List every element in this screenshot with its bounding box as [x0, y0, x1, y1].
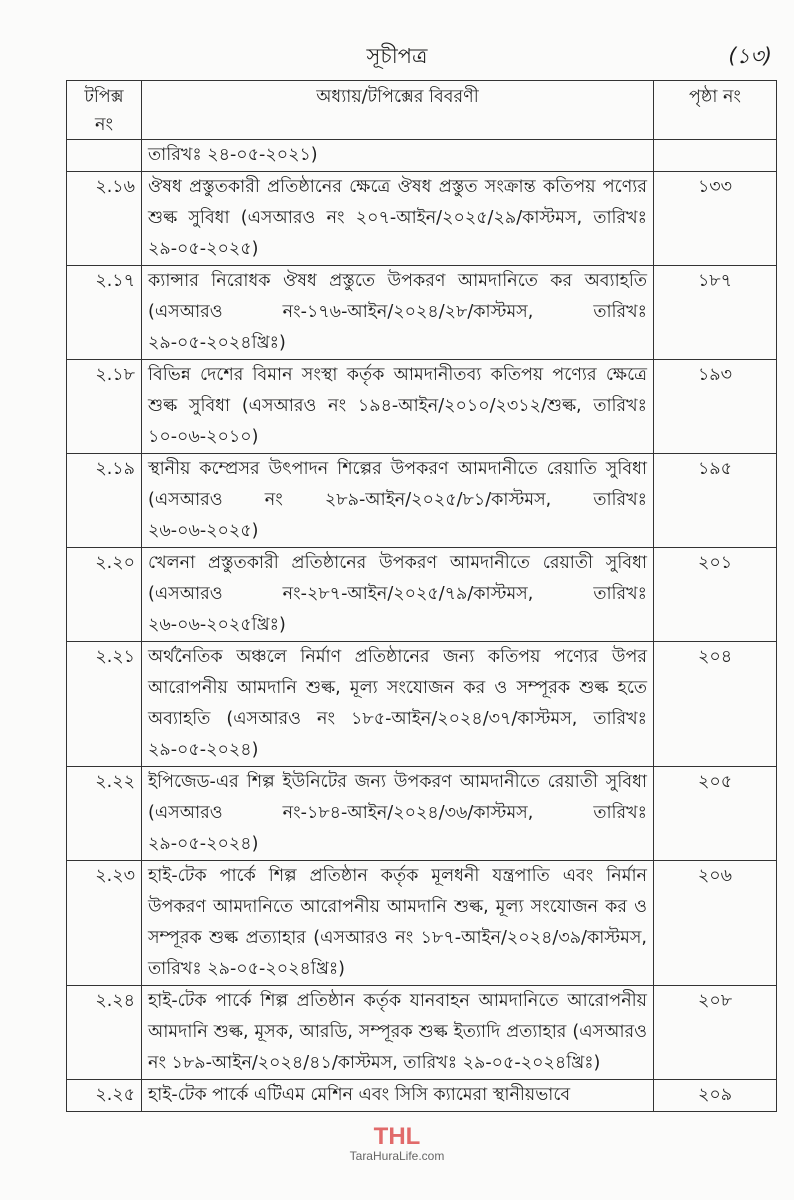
table-row	[67, 642, 777, 767]
topic-description: হাই-টেক পার্কে শিল্প প্রতিষ্ঠান কর্তৃক যানবাহন আমদানিতে আরোপনীয় আমদানি শুল্ক, মূসক, আরডি, সম্পূরক শুল্ক ইত্যাদি প্রত্যাহার (এসআরও নং ১৮৯-আইন/২০২৪/৪১/কাস্টমস, তারিখঃ ২৯-০৫-২০২৪খ্রিঃ)	[142, 986, 654, 1080]
topic-description: হাই-টেক পার্কে শিল্প প্রতিষ্ঠান কর্তৃক মূলধনী যন্ত্রপাতি এবং নির্মান উপকরণ আমদানিতে আরোপনীয় আমদানি শুল্ক, মূল্য সংযোজন কর ও সম্পূরক শুল্ক প্রত্যাহার (এসআরও নং ১৮৭-আইন/২০২৪/৩৯/কাস্টমস, তারিখঃ ২৯-০৫-২০২৪খ্রিঃ)	[142, 861, 654, 986]
table-row	[67, 360, 777, 454]
page-header	[0, 0, 794, 80]
topic-number: ২.২৩	[67, 861, 142, 986]
page-number-cell: ২০১	[654, 548, 777, 642]
topic-description: খেলনা প্রস্তুতকারী প্রতিষ্ঠানের উপকরণ আমদানীতে রেয়াতী সুবিধা (এসআরও নং-২৮৭-আইন/২০২৫/৭৯/কাস্টমস, তারিখঃ ২৬-০৬-২০২৫খ্রিঃ)	[142, 548, 654, 642]
table-row	[67, 454, 777, 548]
column-header-description: অধ্যায়/টপিক্সের বিবরণী	[142, 81, 654, 140]
table-row	[67, 172, 777, 266]
page-title: সূচীপত্র	[366, 44, 428, 68]
topic-number: ২.২২	[67, 767, 142, 861]
topic-description: ঔষধ প্রস্তুতকারী প্রতিষ্ঠানের ক্ষেত্রে ঔষধ প্রস্তুত সংক্রান্ত কতিপয় পণ্যের শুল্ক সুবিধা (এসআরও নং ২০৭-আইন/২০২৫/২৯/কাস্টমস, তারিখঃ ২৯-০৫-২০২৫)	[142, 172, 654, 266]
column-header-page-no: পৃষ্ঠা নং	[654, 81, 777, 140]
topic-number	[67, 140, 142, 172]
topic-description: ক্যান্সার নিরোধক ঔষধ প্রস্তুতে উপকরণ আমদানিতে কর অব্যাহতি (এসআরও নং-১৭৬-আইন/২০২৪/২৮/কাস্টমস, তারিখঃ ২৯-০৫-২০২৪খ্রিঃ)	[142, 266, 654, 360]
topic-number: ২.১৭	[67, 266, 142, 360]
contents-table	[66, 80, 777, 1112]
page-number-cell: ২০৯	[654, 1080, 777, 1112]
topic-number: ২.১৬	[67, 172, 142, 266]
page-number-cell: ১৮৭	[654, 266, 777, 360]
page-number-cell: ১৯৫	[654, 454, 777, 548]
topic-number: ২.১৮	[67, 360, 142, 454]
page-number-cell: ২০৫	[654, 767, 777, 861]
page-number-cell: ২০৮	[654, 986, 777, 1080]
table-row	[67, 767, 777, 861]
table-row	[67, 1080, 777, 1112]
table-header-row	[67, 81, 777, 140]
watermark-logo	[312, 1118, 482, 1164]
page-number-cell: ১৯৩	[654, 360, 777, 454]
page-number-cell: ২০৪	[654, 642, 777, 767]
table-row	[67, 861, 777, 986]
page-number-cell: ২০৬	[654, 861, 777, 986]
topic-description: অর্থনৈতিক অঞ্চলে নির্মাণ প্রতিষ্ঠানের জন্য কতিপয় পণ্যের উপর আরোপনীয় আমদানি শুল্ক, মূল্য সংযোজন কর ও সম্পূরক শুল্ক হতে অব্যাহতি (এসআরও নং ১৮৫-আইন/২০২৪/৩৭/কাস্টমস, তারিখঃ ২৯-০৫-২০২৪)	[142, 642, 654, 767]
table-row	[67, 548, 777, 642]
topic-description: তারিখঃ ২৪-০৫-২০২১)	[142, 140, 654, 172]
topic-number: ২.২১	[67, 642, 142, 767]
topic-number: ২.২৪	[67, 986, 142, 1080]
topic-number: ২.১৯	[67, 454, 142, 548]
page-number-cell: ১৩৩	[654, 172, 777, 266]
svg-text:TaraHuraLife.com: TaraHuraLife.com	[349, 1149, 445, 1163]
table-row	[67, 140, 777, 172]
topic-description: হাই-টেক পার্কে এটিএম মেশিন এবং সিসি ক্যামেরা স্থানীয়ভাবে	[142, 1080, 654, 1112]
table-row	[67, 266, 777, 360]
topic-description: স্থানীয় কম্প্রেসর উৎপাদন শিল্পের উপকরণ আমদানীতে রেয়াতি সুবিধা (এসআরও নং ২৮৯-আইন/২০২৫/৮১/কাস্টমস, তারিখঃ ২৬-০৬-২০২৫)	[142, 454, 654, 548]
topic-number: ২.২৫	[67, 1080, 142, 1112]
table-row	[67, 986, 777, 1080]
topic-description: ইপিজেড-এর শিল্প ইউনিটের জন্য উপকরণ আমদানীতে রেয়াতী সুবিধা (এসআরও নং-১৮৪-আইন/২০২৪/৩৬/কাস্টমস, তারিখঃ ২৯-০৫-২০২৪)	[142, 767, 654, 861]
page-number: (১৩)	[728, 44, 772, 68]
page-number-cell	[654, 140, 777, 172]
column-header-topic-no: টপিক্স নং	[67, 81, 142, 140]
svg-text:THL: THL	[373, 1123, 421, 1150]
topic-number: ২.২০	[67, 548, 142, 642]
topic-description: বিভিন্ন দেশের বিমান সংস্থা কর্তৃক আমদানীতব্য কতিপয় পণ্যের ক্ষেত্রে শুল্ক সুবিধা (এসআরও নং ১৯৪-আইন/২০১০/২৩১২/শুল্ক, তারিখঃ ১০-০৬-২০১০)	[142, 360, 654, 454]
